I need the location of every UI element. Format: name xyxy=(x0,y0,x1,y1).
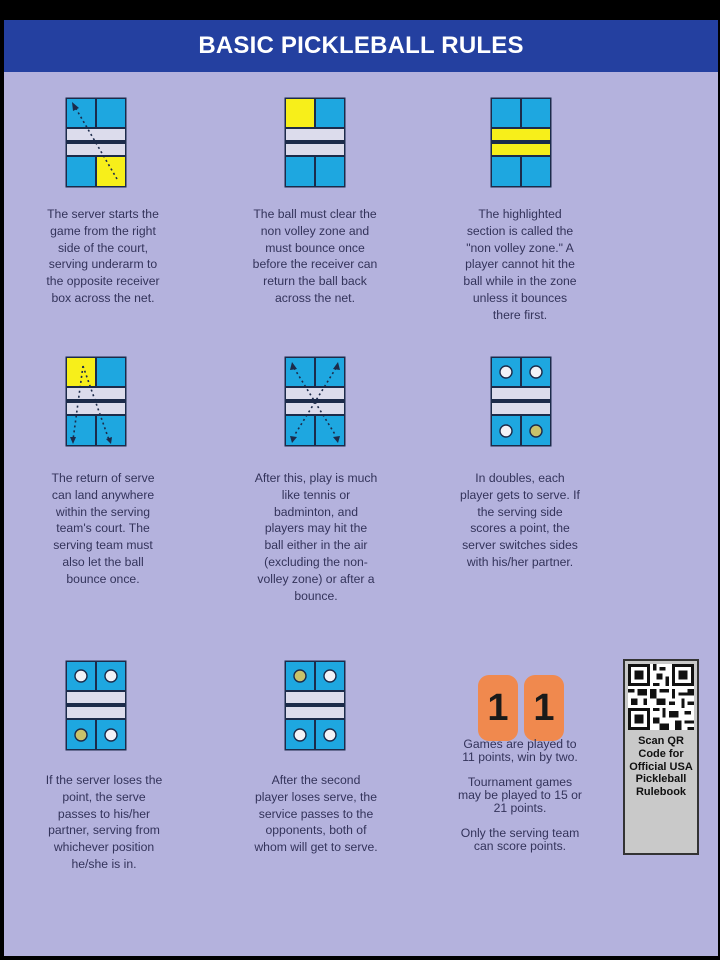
court-diagram-doubles xyxy=(490,356,552,447)
court-diagram-second-server xyxy=(284,660,346,751)
tournament-info-text: Tournament games may be played to 15 or 21 points. xyxy=(458,775,582,815)
serving-info-text: Only the serving team can score points. xyxy=(460,826,580,853)
rule-5-text: After this, play is much like tennis or badminton, and players may hit the ball either in the air (excluding the non-volley zone) or after a bounce. xyxy=(254,471,378,603)
rule-8-text: After the second player loses serve, the service passes to the opponents, both of whom will get to serve. xyxy=(254,773,378,855)
eleven-points-graphic xyxy=(478,675,566,741)
court-diagram-play xyxy=(284,356,346,447)
qr-code-panel[interactable] xyxy=(623,659,699,855)
page-title: BASIC PICKLEBALL RULES xyxy=(198,32,524,59)
court-diagram-return xyxy=(65,356,127,447)
games-info-text: Games are played to 11 points, win by two. xyxy=(462,737,578,764)
scoring-info xyxy=(458,738,582,865)
title-banner xyxy=(4,20,718,72)
court-diagram-server-loses xyxy=(65,660,127,751)
rule-7-text: If the server loses the point, the serve passes to his/her partner, serving from whichever position he/she is in. xyxy=(45,773,163,871)
rule-2-text: The ball must clear the non volley zone and must bounce once before the receiver can return the ball back across the net. xyxy=(252,207,378,305)
court-diagram-bounce xyxy=(284,97,346,188)
rule-4-text: The return of serve can land anywhere within the serving team's court. The serving team must also let the ball bounce once. xyxy=(51,471,155,586)
rule-3-text: The highlighted section is called the "non volley zone." A player cannot hit the ball while in the zone unless it bounces there first. xyxy=(463,207,577,322)
score-digit-2: 1 xyxy=(524,675,564,741)
court-diagram-serve xyxy=(65,97,127,188)
qr-caption: Scan QR Code for Official USA Pickleball Rulebook xyxy=(629,735,693,799)
court-diagram-non-volley-zone xyxy=(490,97,552,188)
rule-1-text: The server starts the game from the right side of the court, serving underarm to the opposite receiver box across the net. xyxy=(46,207,160,305)
score-digit-1: 1 xyxy=(478,675,518,741)
poster xyxy=(4,20,718,956)
rule-6-text: In doubles, each player gets to serve. If the serving side scores a point, the server switches sides with his/her partner. xyxy=(460,471,580,569)
qr-code-icon[interactable] xyxy=(628,664,694,730)
